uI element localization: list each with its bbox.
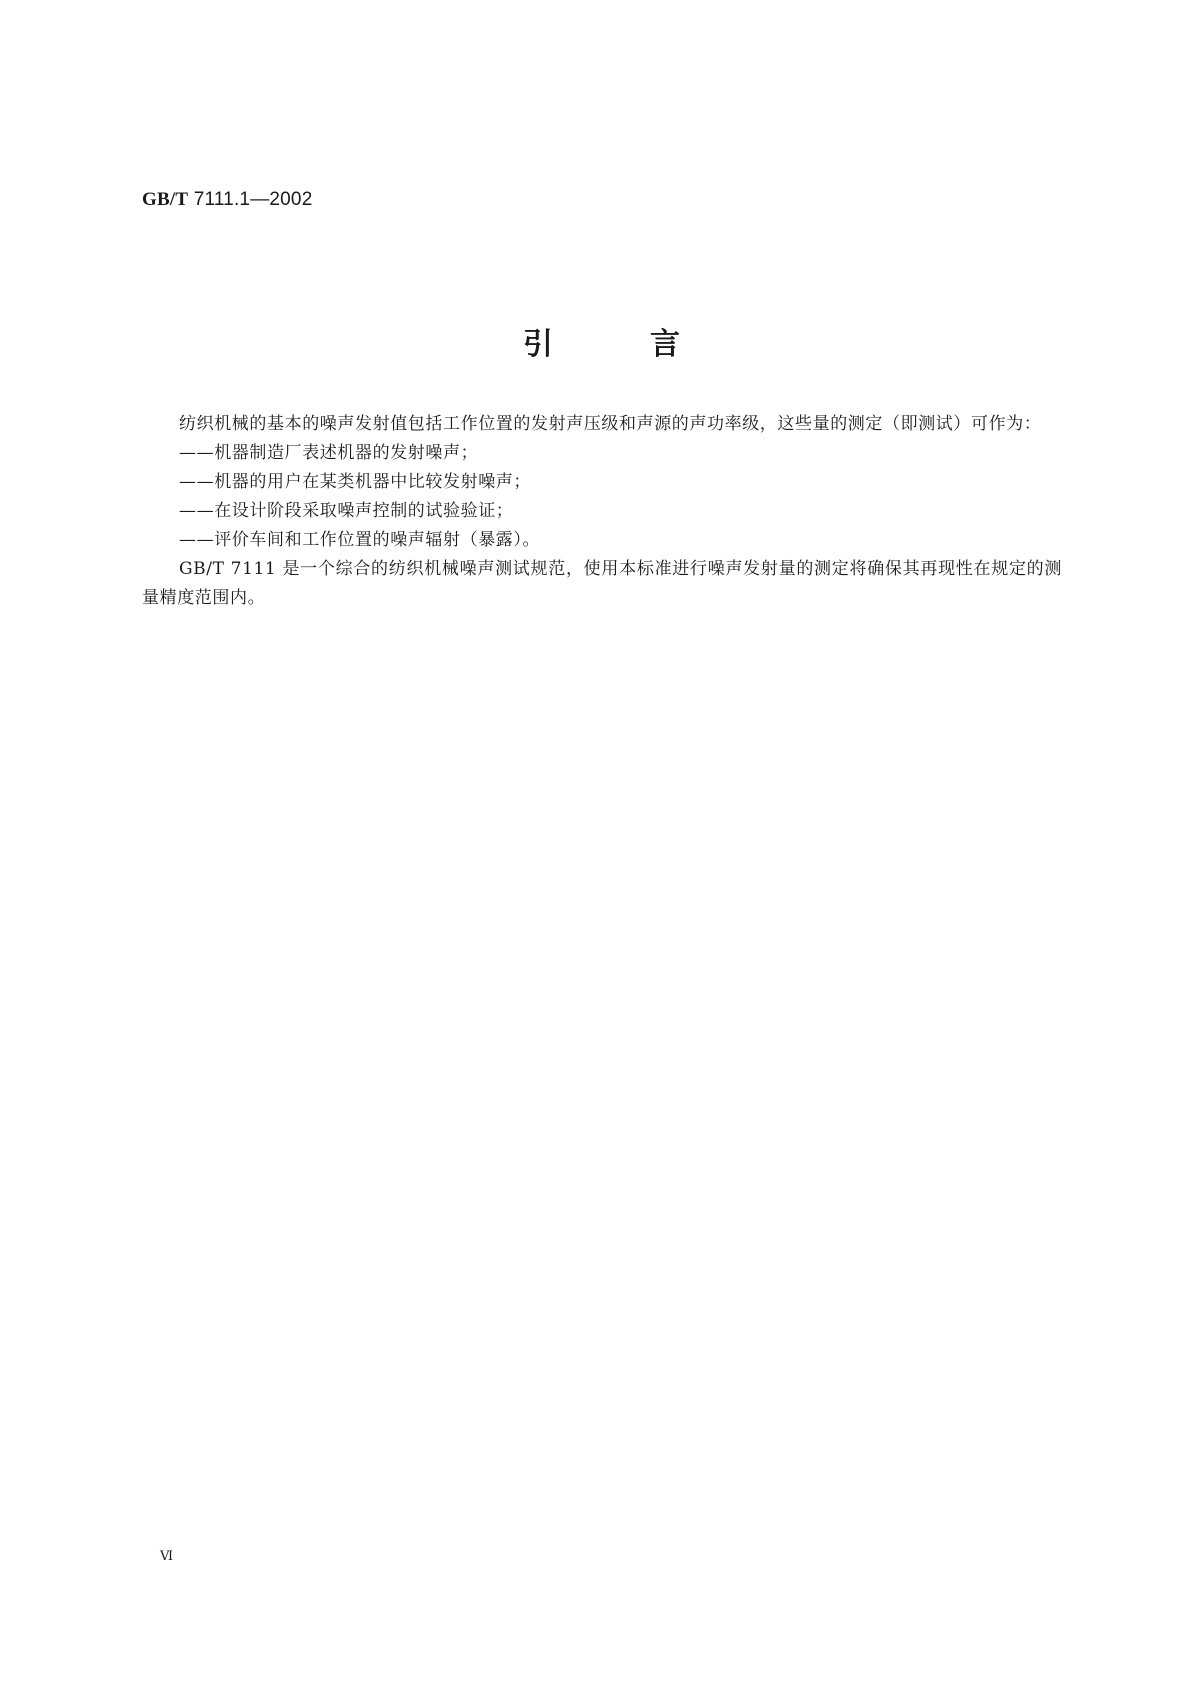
use-list-item: ——机器制造厂表述机器的发射噪声； — [179, 443, 479, 463]
document-body — [142, 410, 1062, 613]
use-list-item: ——评价车间和工作位置的噪声辐射（暴露）。 — [179, 530, 541, 550]
use-list-item: ——机器的用户在某类机器中比较发射噪声； — [179, 472, 531, 492]
page-number: Ⅵ — [160, 1548, 174, 1563]
use-list-item: ——在设计阶段采取噪声控制的试验验证； — [179, 501, 514, 521]
section-title-char-2: 言 — [650, 327, 680, 362]
intro-paragraph: 纺织机械的基本的噪声发射值包括工作位置的发射声压级和声源的声功率级，这些量的测定（即测试）可作为： — [179, 414, 1042, 434]
section-title — [0, 323, 1191, 367]
standard-prefix: GB/T — [142, 189, 189, 210]
closing-paragraph: GB/T 7111 是一个综合的纺织机械噪声测试规范，使用本标准进行噪声发射量的测定将确保其再现性在规定的测量精度范围内。 — [142, 559, 1062, 608]
document-header — [142, 188, 312, 211]
section-title-char-1: 引 — [523, 327, 553, 362]
standard-number: 7111.1—2002 — [188, 189, 313, 210]
